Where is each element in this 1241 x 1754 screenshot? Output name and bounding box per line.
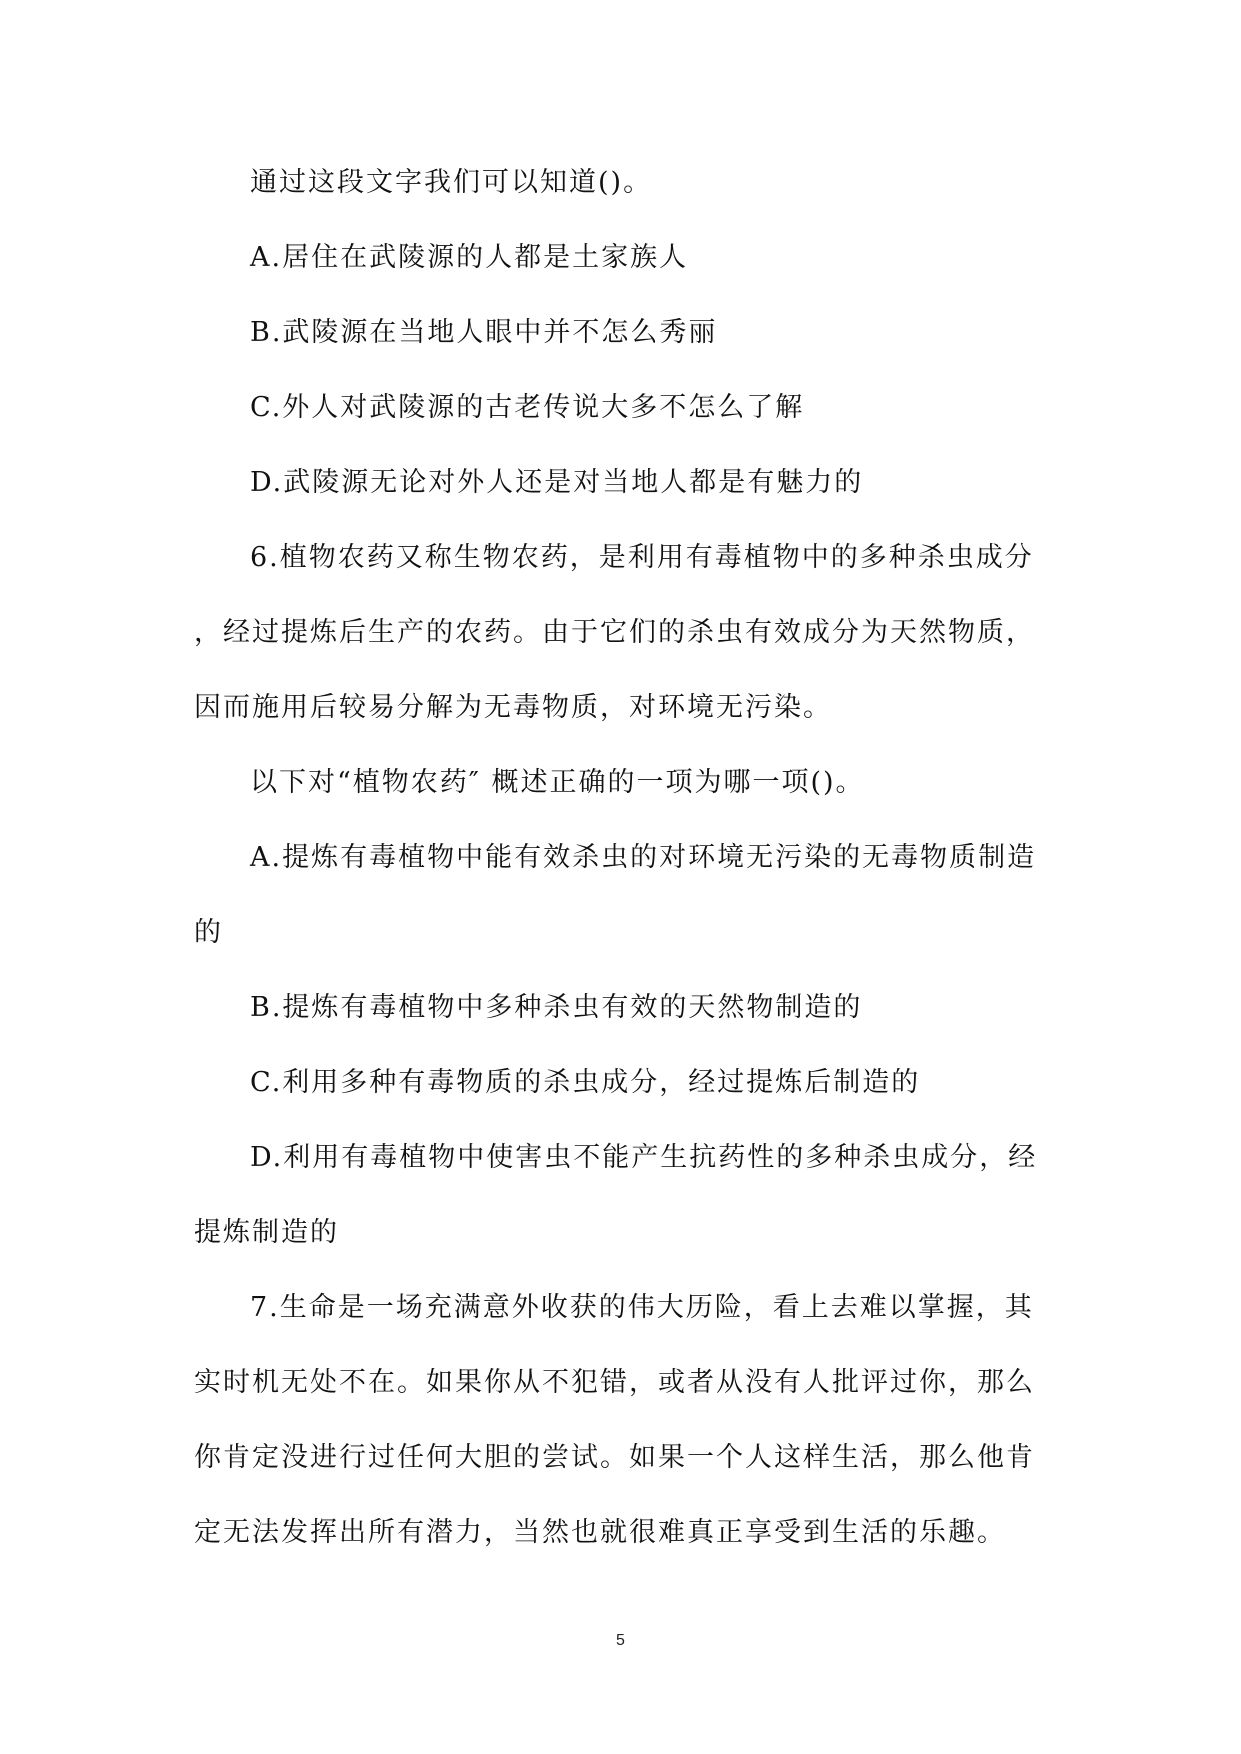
option-b: B.武陵源在当地人眼中并不怎么秀丽	[250, 317, 718, 348]
question-6-option-b: B.提炼有毒植物中多种杀虫有效的天然物制造的	[250, 992, 863, 1023]
question-7-line-2: 实时机无处不在。如果你从不犯错，或者从没有人批评过你，那么	[194, 1367, 1035, 1398]
question-6-option-c: C.利用多种有毒物质的杀虫成分，经过提炼后制造的	[250, 1067, 921, 1098]
question-7-line-1: 7.生命是一场充满意外收获的伟大历险，看上去难以掌握，其	[250, 1292, 1034, 1323]
question-6-prompt: 以下对“植物农药″ 概述正确的一项为哪一项()。	[250, 767, 865, 798]
option-c: C.外人对武陵源的古老传说大多不怎么了解	[250, 392, 805, 423]
question-6-line-3: 因而施用后较易分解为无毒物质，对环境无污染。	[194, 692, 832, 723]
question-6-line-1: 6.植物农药又称生物农药，是利用有毒植物中的多种杀虫成分	[250, 542, 1034, 573]
question-6-line-2: ，经过提炼后生产的农药。由于它们的杀虫有效成分为天然物质，	[194, 617, 1035, 648]
question-prompt: 通过这段文字我们可以知道()。	[250, 167, 653, 198]
question-6-option-d-line-1: D.利用有毒植物中使害虫不能产生抗药性的多种杀虫成分，经	[250, 1142, 1038, 1173]
page-content	[194, 145, 1044, 1570]
question-6-option-a-line-1: A.提炼有毒植物中能有效杀虫的对环境无污染的无毒物质制造	[250, 842, 1037, 873]
question-7-line-3: 你肯定没进行过任何大胆的尝试。如果一个人这样生活，那么他肯	[194, 1442, 1035, 1473]
page-number: 5	[616, 1632, 625, 1649]
option-d: D.武陵源无论对外人还是对当地人都是有魅力的	[250, 467, 864, 498]
question-6-option-d-line-2: 提炼制造的	[194, 1217, 339, 1248]
option-a: A.居住在武陵源的人都是土家族人	[250, 242, 689, 273]
question-7-line-4: 定无法发挥出所有潜力，当然也就很难真正享受到生活的乐趣。	[194, 1517, 1006, 1548]
question-6-option-a-line-2: 的	[194, 917, 223, 948]
